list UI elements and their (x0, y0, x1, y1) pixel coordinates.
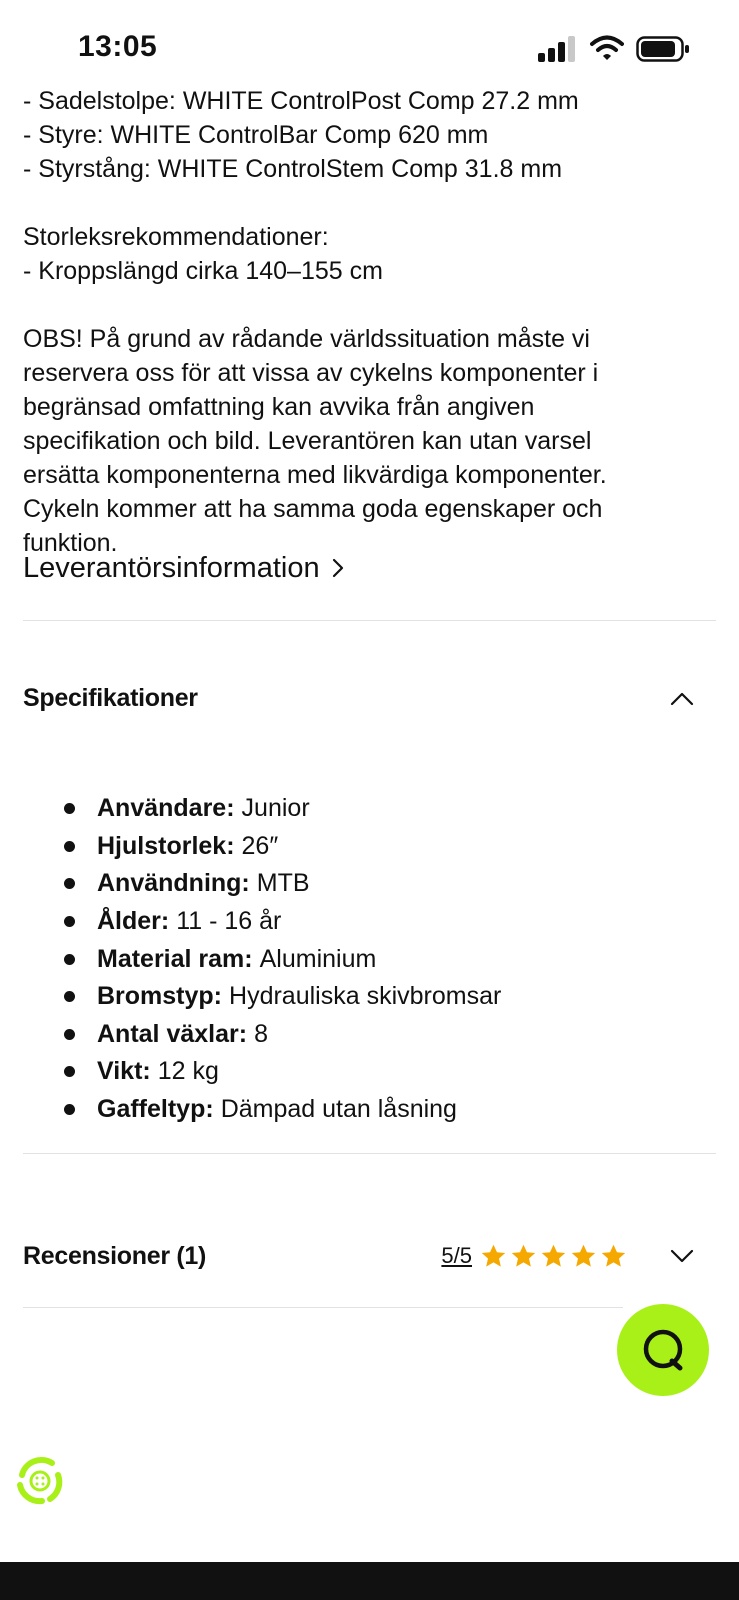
spec-value: 12 kg (157, 1057, 219, 1086)
bullet-icon (64, 1066, 75, 1077)
specifications-list (64, 790, 501, 1128)
spec-item (64, 978, 501, 1016)
chat-bubble-icon (638, 1325, 688, 1375)
spec-value: Dämpad utan låsning (220, 1095, 457, 1124)
spec-label: Gaffeltyp: (97, 1095, 214, 1124)
bullet-icon (64, 803, 75, 814)
spec-label: Hjulstorlek: (97, 831, 235, 860)
bottom-bar (0, 1562, 739, 1600)
spec-item (64, 940, 501, 978)
spec-label: Vikt: (97, 1057, 151, 1086)
bullet-icon (64, 878, 75, 889)
reviews-header[interactable] (23, 1238, 695, 1274)
bullet-icon (64, 991, 75, 1002)
spec-value: Hydrauliska skivbromsar (229, 982, 502, 1011)
star-icon (540, 1243, 567, 1270)
description-line: ersätta komponenterna med likvärdiga komponenter. (23, 461, 607, 489)
divider (23, 1307, 623, 1308)
chevron-up-icon[interactable] (669, 689, 695, 707)
bullet-icon (64, 954, 75, 965)
spec-item (64, 903, 501, 941)
description-line: - Kroppslängd cirka 140–155 cm (23, 257, 383, 285)
spec-value: 11 - 16 år (176, 907, 282, 936)
bullet-icon (64, 841, 75, 852)
spec-value: 8 (254, 1019, 268, 1048)
spec-label: Användare: (97, 794, 235, 823)
status-bar (0, 0, 739, 86)
spec-value: Aluminium (259, 944, 377, 973)
chevron-down-icon[interactable] (669, 1247, 695, 1265)
specifications-header[interactable] (23, 680, 695, 716)
spec-item (64, 828, 501, 866)
status-time: 13:05 (78, 30, 158, 63)
spec-label: Användning: (97, 869, 250, 898)
description-line: reservera oss för att vissa av cykelns komponenter i (23, 359, 599, 387)
divider (23, 620, 716, 621)
spec-item (64, 1091, 501, 1129)
description-line: funktion. (23, 529, 118, 557)
spec-label: Ålder: (97, 907, 170, 936)
star-icon (480, 1243, 507, 1270)
reviews-title: Recensioner (1) (23, 1241, 207, 1270)
supplier-info-link[interactable] (23, 550, 346, 586)
divider (23, 1153, 716, 1154)
spec-item (64, 790, 501, 828)
bullet-icon (64, 1029, 75, 1040)
supplier-info-label: Leverantörsinformation (23, 552, 320, 584)
battery-icon (636, 36, 690, 62)
description-line: Storleksrekommendationer: (23, 223, 329, 251)
description-line: - Styre: WHITE ControlBar Comp 620 mm (23, 121, 489, 149)
star-icon (600, 1243, 627, 1270)
bullet-icon (64, 916, 75, 927)
spec-label: Material ram: (97, 944, 253, 973)
signal-icon (538, 36, 578, 62)
star-rating (480, 1243, 627, 1270)
description-line: - Styrstång: WHITE ControlStem Comp 31.8 mm (23, 155, 563, 183)
description-line: begränsad omfattning kan avvika från angiven (23, 393, 535, 421)
spec-item (64, 1053, 501, 1091)
spec-item (64, 1016, 501, 1054)
description-line: specifikation och bild. Leverantören kan utan varsel (23, 427, 592, 455)
chevron-right-icon (330, 557, 346, 579)
bullet-icon (64, 1104, 75, 1115)
description-line: - Sadelstolpe: WHITE ControlPost Comp 27.2 mm (23, 87, 579, 115)
chat-button[interactable] (617, 1304, 709, 1396)
rating-summary[interactable] (441, 1243, 627, 1270)
spec-value: Junior (241, 794, 310, 823)
description-line: OBS! På grund av rådande världssituation måste vi (23, 325, 590, 353)
specifications-title: Specifikationer (23, 683, 198, 712)
spec-label: Antal växlar: (97, 1019, 248, 1048)
spec-value: 26″ (241, 831, 279, 860)
star-icon (510, 1243, 537, 1270)
spec-value: MTB (256, 869, 310, 898)
star-icon (570, 1243, 597, 1270)
spec-item (64, 865, 501, 903)
spec-label: Bromstyp: (97, 982, 223, 1011)
description-line: Cykeln kommer att ha samma goda egenskaper och (23, 495, 603, 523)
wifi-icon (590, 34, 624, 62)
recycle-badge-icon[interactable] (12, 1453, 68, 1509)
rating-score[interactable]: 5/5 (441, 1243, 472, 1268)
